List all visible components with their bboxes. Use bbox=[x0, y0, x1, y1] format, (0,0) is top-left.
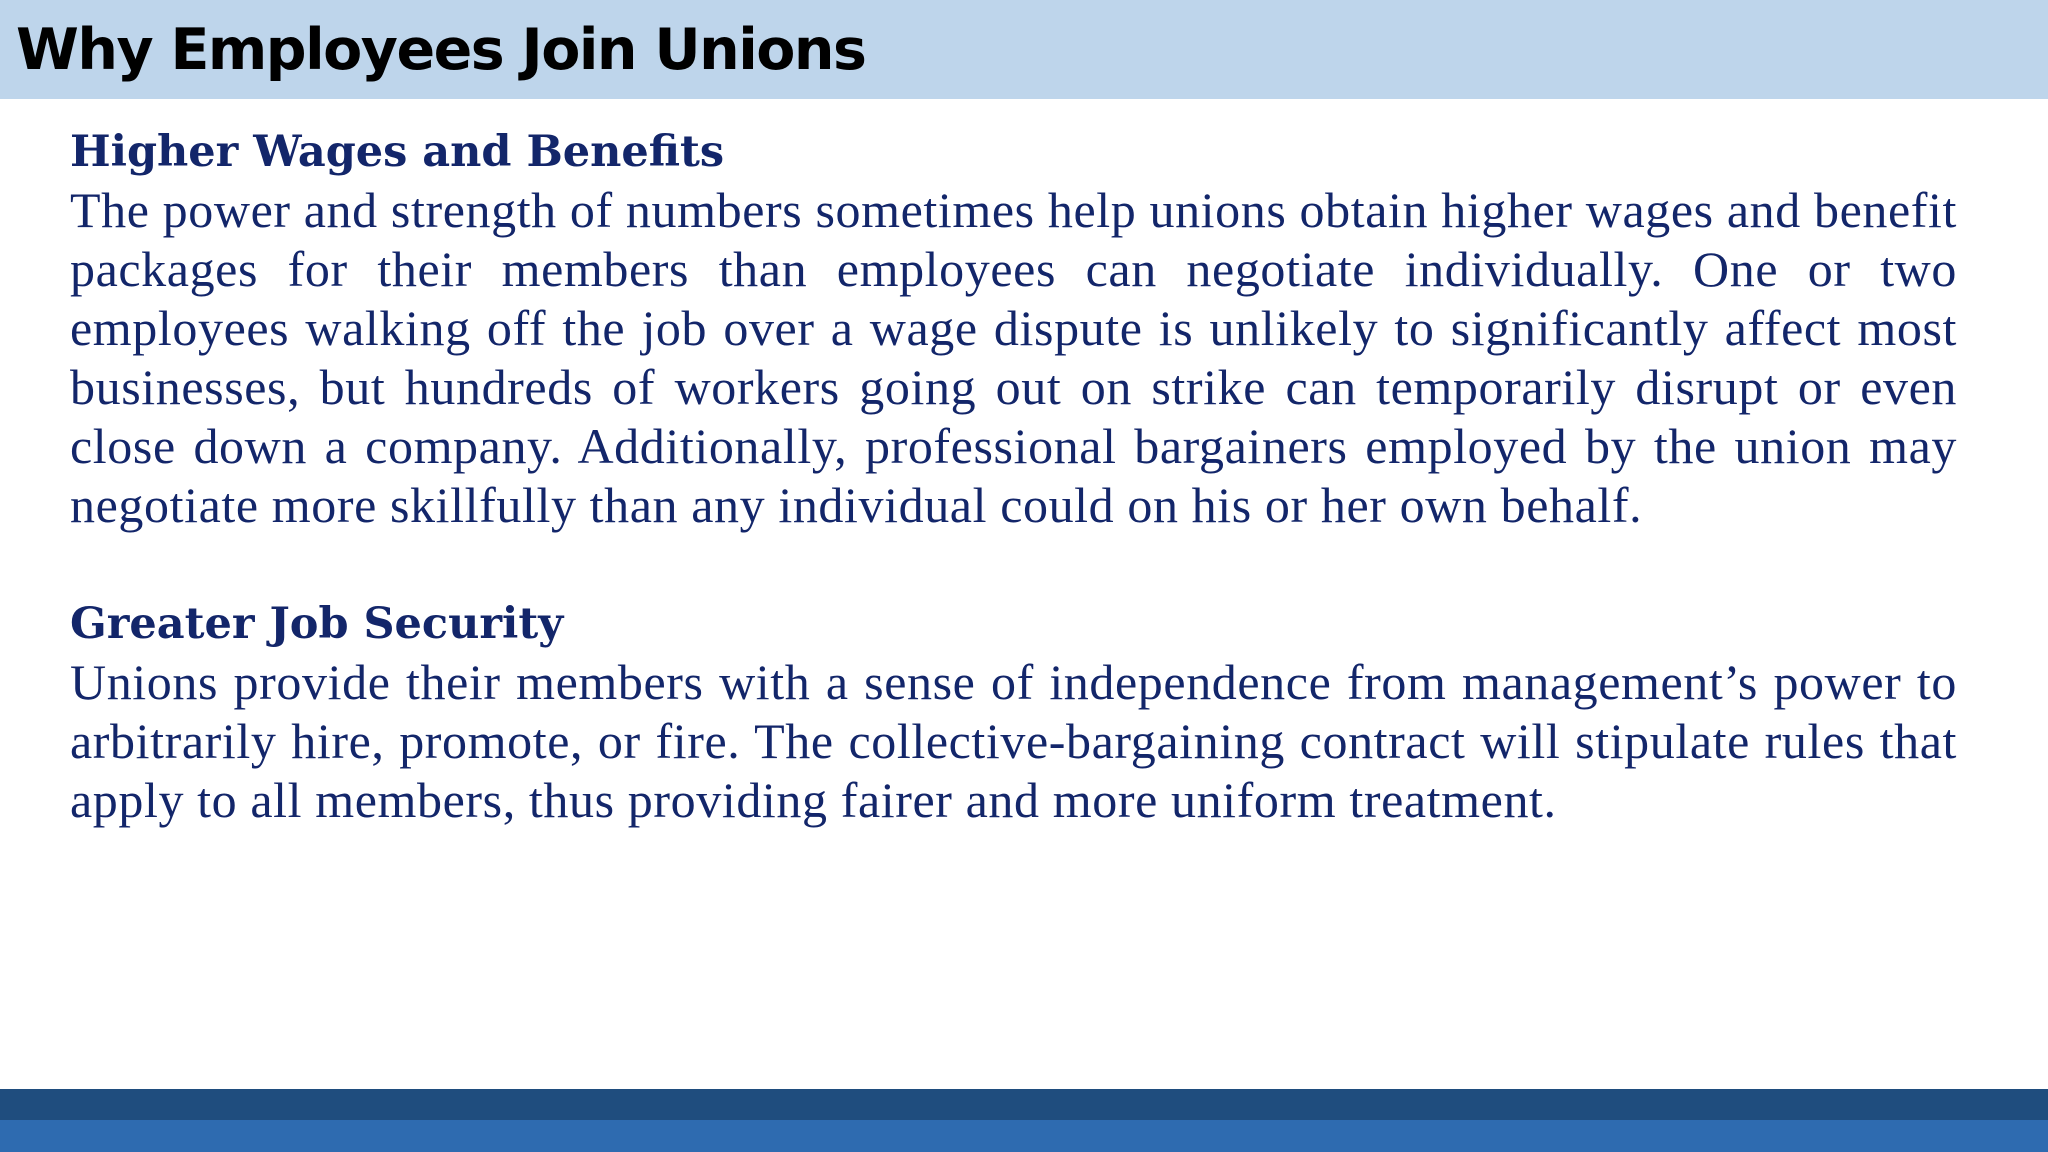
section-heading-job-security: Greater Job Security bbox=[70, 599, 564, 649]
section-spacer bbox=[70, 535, 1957, 595]
section-heading-wages-benefits: Higher Wages and Benefits bbox=[70, 127, 725, 177]
title-bar bbox=[0, 0, 2048, 99]
section-body-job-security: Unions provide their members with a sense of independence from management’s power to arbitrarily hire, promote, or fire. The collective-bargaining contract will stipulate rules that apply to all members, thus providing fairer and more uniform treatment. bbox=[70, 654, 1957, 828]
footer-bar-light bbox=[0, 1120, 2048, 1152]
slide-title: Why Employees Join Unions bbox=[16, 17, 866, 83]
section-job-security bbox=[70, 595, 1957, 830]
slide-content bbox=[70, 123, 1957, 830]
footer-bar-dark bbox=[0, 1089, 2048, 1120]
section-wages-benefits bbox=[70, 123, 1957, 535]
section-body-wages-benefits: The power and strength of numbers sometimes help unions obtain higher wages and benefit packages for their members than employees can negotiate individually. One or two employees walking off the job over a wage dispute is unlikely to significantly affect most businesses, but hundreds of workers going out on strike can temporarily disrupt or even close down a company. Additionally, professional bargainers employed by the union may negotiate more skillfully than any individual could on his or her own behalf. bbox=[70, 182, 1957, 533]
